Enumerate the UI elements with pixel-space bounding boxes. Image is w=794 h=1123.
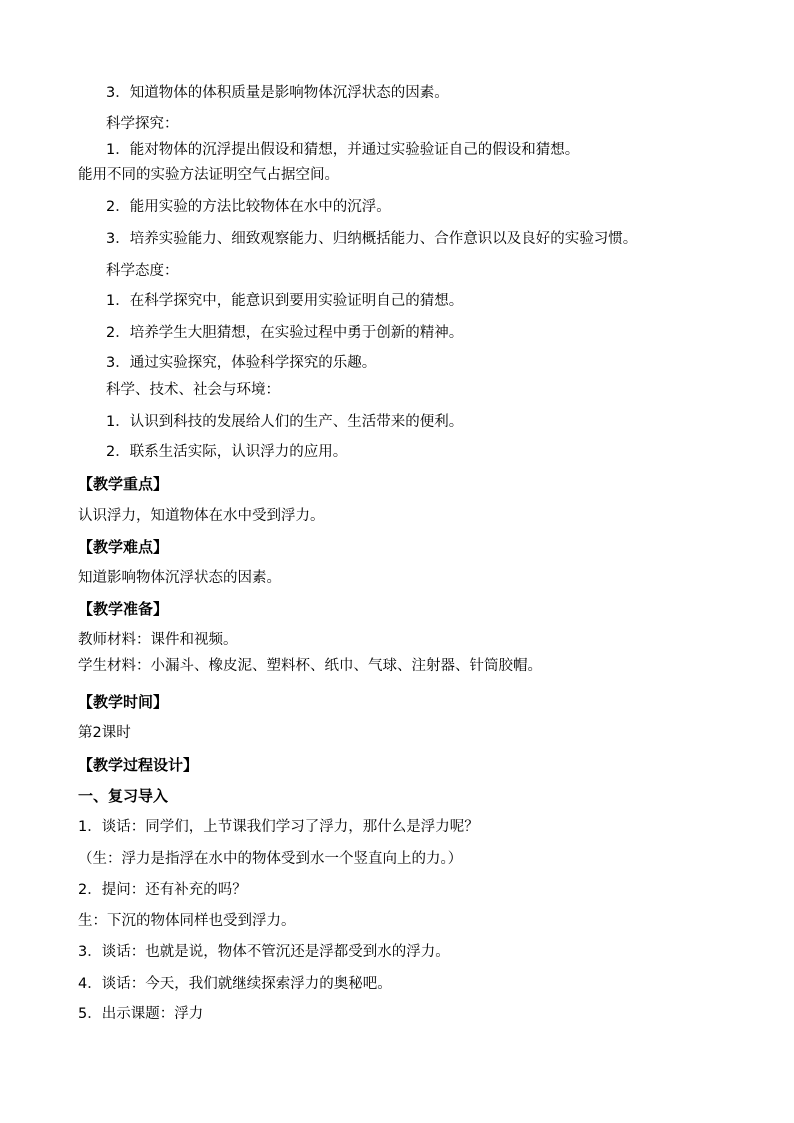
heading-stse: 科学、技术、社会与环境： — [106, 382, 280, 398]
attitude-item-2: 2．培养学生大胆猜想，在实验过程中勇于创新的精神。 — [106, 325, 464, 341]
teaching-time-text: 第2课时 — [78, 725, 131, 741]
inquiry-item-1-continued: 能用不同的实验方法证明空气占据空间。 — [78, 167, 339, 183]
student-answer-2: 生：下沉的物体同样也受到浮力。 — [78, 913, 296, 929]
stse-item-1: 1．认识到科技的发展给人们的生产、生活带来的便利。 — [106, 414, 464, 430]
process-step-2: 2．提问：还有补充的吗？ — [78, 882, 247, 898]
heading-teaching-difficulty: 【教学难点】 — [78, 538, 169, 556]
objective-knowledge-3: 3．知道物体的体积质量是影响物体沉浮状态的因素。 — [106, 85, 449, 101]
process-step-1: 1．谈话：同学们，上节课我们学习了浮力，那什么是浮力呢？ — [78, 819, 479, 835]
teacher-materials: 教师材料：课件和视频。 — [78, 632, 238, 648]
inquiry-item-2: 2．能用实验的方法比较物体在水中的沉浮。 — [106, 199, 391, 215]
section-review-intro: 一、复习导入 — [78, 787, 169, 805]
heading-teaching-time: 【教学时间】 — [78, 693, 169, 711]
heading-teaching-focus: 【教学重点】 — [78, 475, 169, 493]
heading-teaching-preparation: 【教学准备】 — [78, 600, 169, 618]
heading-science-inquiry: 科学探究： — [106, 116, 179, 132]
inquiry-item-1: 1．能对物体的沉浮提出假设和猜想，并通过实验验证自己的假设和猜想。 — [106, 142, 580, 158]
student-materials: 学生材料：小漏斗、橡皮泥、塑料杯、纸巾、气球、注射器、针筒胶帽。 — [78, 658, 542, 674]
attitude-item-1: 1．在科学探究中，能意识到要用实验证明自己的猜想。 — [106, 293, 464, 309]
teaching-difficulty-text: 知道影响物体沉浮状态的因素。 — [78, 570, 281, 586]
inquiry-item-3: 3．培养实验能力、细致观察能力、归纳概括能力、合作意识以及良好的实验习惯。 — [106, 231, 638, 247]
process-step-4: 4．谈话：今天，我们就继续探索浮力的奥秘吧。 — [78, 976, 392, 992]
teaching-focus-text: 认识浮力，知道物体在水中受到浮力。 — [78, 508, 325, 524]
stse-item-2: 2．联系生活实际，认识浮力的应用。 — [106, 444, 348, 460]
heading-science-attitude: 科学态度： — [106, 263, 179, 279]
process-step-5: 5．出示课题：浮力 — [78, 1006, 204, 1022]
process-step-3: 3．谈话：也就是说，物体不管沉还是浮都受到水的浮力。 — [78, 944, 450, 960]
heading-teaching-process: 【教学过程设计】 — [78, 756, 199, 774]
student-answer-1: （生：浮力是指浮在水中的物体受到水一个竖直向上的力。） — [78, 851, 463, 867]
attitude-item-3: 3．通过实验探究，体验科学探究的乐趣。 — [106, 355, 377, 371]
